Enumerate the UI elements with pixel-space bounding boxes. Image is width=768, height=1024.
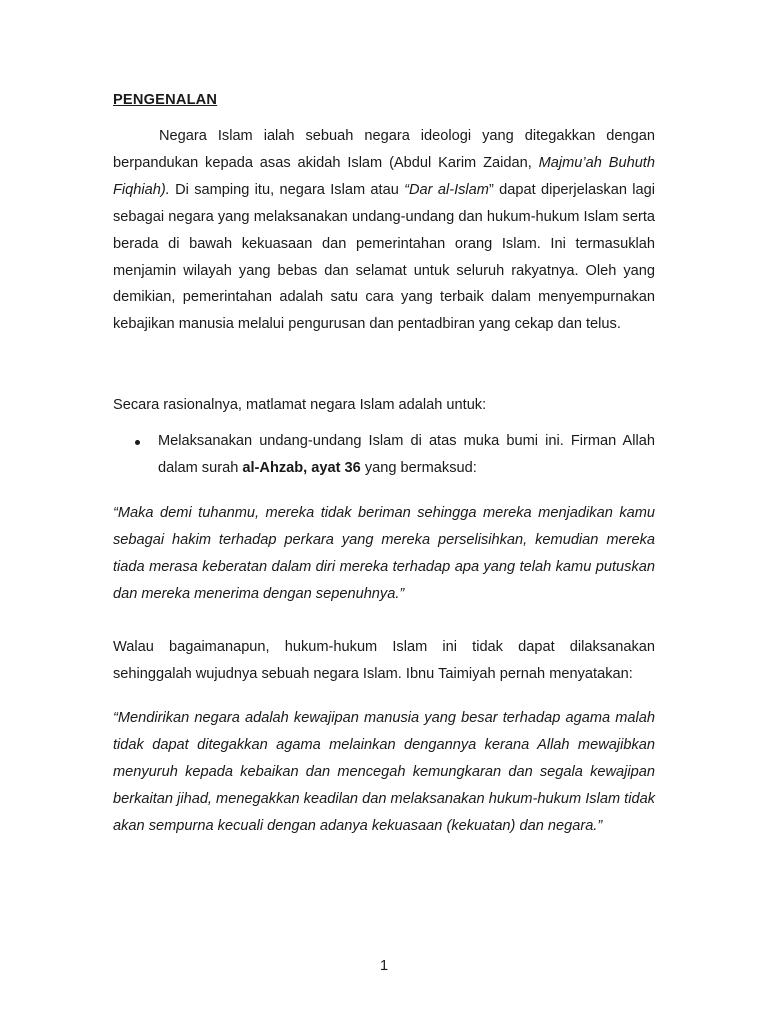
bullet-text-a: Melaksanakan undang-undang Islam di atas muka bumi ini. Firman Allah dalam surah bbox=[158, 433, 655, 476]
transition-paragraph: Walau bagaimanapun, hukum-hukum Islam ini tidak dapat dilaksanakan sehinggalah wujudnya sebuah negara Islam. Ibnu Taimiyah pernah menyatakan: bbox=[113, 639, 655, 682]
intro-paragraph bbox=[113, 123, 655, 338]
rationale-paragraph: Secara rasionalnya, matlamat negara Islam adalah untuk: bbox=[113, 397, 487, 413]
page-number: 1 bbox=[379, 958, 389, 974]
intro-text-c: ” dapat diperjelaskan lagi sebagai negara yang melaksanakan undang-undang dan hukum-hukum Islam serta berada di bawah kekuasaan dan pemerintahan orang Islam. Ini termasuklah menjamin wilayah yang bebas dan selamat untuk seluruh rakyatnya. Oleh yang demikian, pemerintahan adalah satu cara yang terbaik dalam menyempurnakan kebajikan manusia melalui pengurusan dan pentadbiran yang cekap dan telus. bbox=[113, 181, 655, 333]
intro-text-a: Negara Islam ialah sebuah negara ideologi yang ditegakkan dengan berpandukan kepada asas akidah Islam (Abdul Karim Zaidan, bbox=[113, 128, 655, 171]
quote-surah: “Maka demi tuhanmu, mereka tidak beriman sehingga mereka menjadikan kamu sebagai hakim terhadap perkara yang mereka perselisihkan, kemudian mereka tiada merasa keberatan dalam diri mereka terhadap apa yang telah kamu putuskan dan mereka menerima dengan sepenuhnya.” bbox=[113, 505, 655, 602]
bullet-text-b: yang bermaksud: bbox=[360, 459, 477, 476]
quote-ibnu-taimiyah: “Mendirikan negara adalah kewajipan manusia yang besar terhadap agama malah tidak dapat ditegakkan agama melainkan dengannya kerana Allah mewajibkan menyuruh kepada kebaikan dan mencegah kemungkaran dan segala kewajipan berkaitan jihad, menegakkan keadilan dan melaksanakan hukum-hukum Islam tidak akan sempurna kecuali dengan adanya kekuasaan (kekuatan) dan negara.” bbox=[113, 710, 655, 834]
bullet-reference-bold: al-Ahzab, ayat 36 bbox=[242, 459, 361, 476]
section-heading: PENGENALAN bbox=[113, 92, 218, 108]
intro-text-b: Di samping itu, negara Islam atau bbox=[169, 181, 405, 198]
intro-term-italic: “Dar al-Islam bbox=[404, 181, 489, 198]
bullet-text bbox=[158, 428, 655, 482]
intro-citation-italic: Majmu’ah Buhuth Fiqhiah). bbox=[113, 154, 655, 198]
bullet-icon bbox=[135, 440, 140, 445]
